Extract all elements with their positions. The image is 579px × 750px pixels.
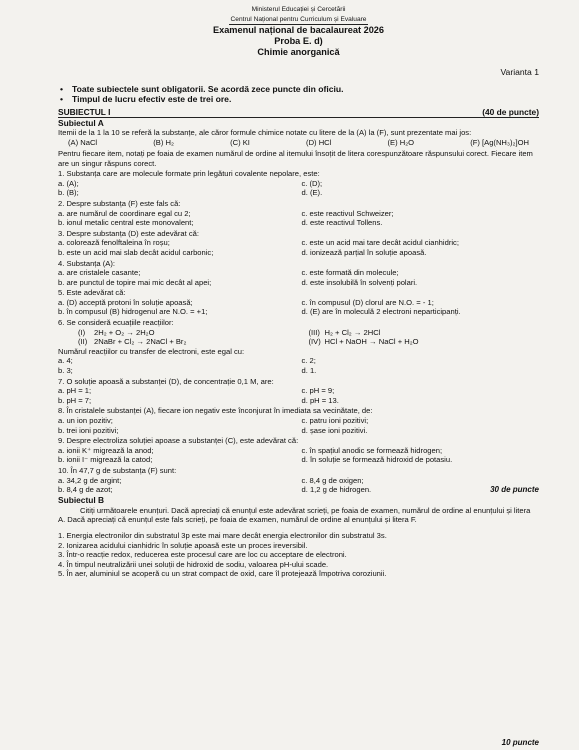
subiect-b-intro: Citiți următoarele enunțuri. Dacă apreciați că enunțul este adevărat scrieți, pe foaia de examen, numărul de ordine al enunțului și litera A. Dacă apreciați că enunțul este fals scrieți, pe foaia de examen, numărul de ordine al enunțului și litera F. xyxy=(58,505,531,525)
option-d: d. pH = 13. xyxy=(301,395,339,405)
exam-title: Examenul național de bacalaureat 2026 xyxy=(212,25,385,35)
option-a: a. colorează fenolftaleina în roșu; xyxy=(58,238,170,248)
center-line: Centrul Național pentru Curriculum și Evaluare xyxy=(230,16,367,23)
option-a: a. are cristalele casante; xyxy=(58,268,141,278)
substance-b: (B) H₂ xyxy=(153,138,174,148)
option-c: c. patru ioni pozitivi; xyxy=(301,416,369,425)
option-c: c. în compusul (D) clorul are N.O. = - 1; xyxy=(301,297,434,307)
option-a: a. are numărul de coordinare egal cu 2; xyxy=(58,208,191,218)
option-a: a. 34,2 g de argint; xyxy=(58,475,122,485)
rule-item: • Timpul de lucru efectiv este de trei ore. xyxy=(72,94,539,105)
option-c: c. (D); xyxy=(301,178,323,188)
option-c: c. este un acid mai tare decât acidul cianhidric; xyxy=(301,238,459,248)
option-a: a. ionii K⁺ migrează la anod; xyxy=(58,445,154,455)
rules-list xyxy=(58,84,539,105)
question-stem: 5. Este adevărat că: xyxy=(58,288,126,298)
option-b: b. este un acid mai slab decât acidul carbonic; xyxy=(58,247,214,257)
reaction-number: (III) xyxy=(308,327,320,337)
statement-item: 2. Ionizarea acidului cianhidric în soluție apoasă este un proces ireversibil. xyxy=(58,540,308,550)
option-b: b. 8,4 g de azot; xyxy=(58,485,113,495)
document-header xyxy=(58,6,539,58)
question-6 xyxy=(58,318,539,376)
option-a: a. (D) acceptă protoni în soluție apoasă; xyxy=(58,297,193,307)
question-stem: 6. Se consideră ecuațiile reacțiilor: xyxy=(58,318,174,328)
option-d: d. 1,2 g de hidrogen. xyxy=(301,485,372,495)
substance-e: (E) H₂O xyxy=(387,138,415,148)
question-ask: Numărul reacțiilor cu transfer de electroni, este egal cu: xyxy=(58,346,245,356)
subiect-a-intro: Itemii de la 1 la 10 se referă la substanțe, ale căror formule chimice notate cu litere de la (A) la (F), sunt prezentate mai jos: xyxy=(58,127,472,137)
option-b: b. în compusul (B) hidrogenul are N.O. = +1; xyxy=(58,307,208,317)
ministry-line: Ministerul Educației și Cercetării xyxy=(251,6,346,13)
question-3 xyxy=(58,229,539,258)
statement-item: 3. Într-o reacție redox, reducerea este procesul care are loc cu acceptare de electroni. xyxy=(58,550,347,560)
reaction-number: (II) xyxy=(78,337,88,347)
question-4 xyxy=(58,259,539,288)
question-10 xyxy=(58,466,539,495)
option-b: b. ionii I⁻ migrează la catod; xyxy=(58,455,153,465)
question-stem: 3. Despre substanța (D) este adevărat că: xyxy=(58,228,199,238)
question-stem: 9. Despre electroliza soluției apoase a substanței (C), este adevărat că: xyxy=(58,436,299,446)
subiect-a-points: 30 de puncte xyxy=(490,485,539,495)
option-b: b. (B); xyxy=(58,188,79,198)
option-a: a. (A); xyxy=(58,178,79,188)
option-b: b. are punctul de topire mai mic decât al apei; xyxy=(58,277,212,287)
option-d: d. (E) are în moleculă 2 electroni neparticipanți. xyxy=(301,307,461,317)
option-b: b. 3; xyxy=(58,366,73,376)
option-d: d. în soluție se formează hidroxid de potasiu. xyxy=(301,455,453,465)
substance-c: (C) KI xyxy=(230,138,250,148)
question-stem: 2. Despre substanța (F) este fals că: xyxy=(58,198,181,208)
reaction-equation: H₂ + Cl₂ → 2HCl xyxy=(324,327,381,337)
option-b: b. trei ioni pozitivi; xyxy=(58,425,119,435)
option-d: d. este reactivul Tollens. xyxy=(301,218,383,228)
question-2 xyxy=(58,199,539,228)
option-c: c. în spațiul anodic se formează hidrogen; xyxy=(301,445,443,455)
option-c: c. pH = 9; xyxy=(301,386,335,396)
rule-item: • Toate subiectele sunt obligatorii. Se acordă zece puncte din oficiu. xyxy=(72,84,539,95)
subiectul-1-points: (40 de puncte) xyxy=(482,106,539,117)
subiect-a-instructions: Pentru fiecare item, notați pe foaia de examen numărul de ordine al itemului însoțit de litera corespunzătoare răspunsului corect. Fiecare item are un singur răspuns corect. xyxy=(58,148,533,168)
statement-item: 4. În timpul neutralizării unei soluții de hidroxid de sodiu, valoarea pH-ului scade. xyxy=(58,559,329,569)
reaction-equation: 2NaBr + Cl₂ → 2NaCl + Br₂ xyxy=(94,337,187,347)
option-b: b. pH = 7; xyxy=(58,395,92,405)
subiect-a-title: Subiectul A xyxy=(58,117,104,128)
question-stem: 1. Substanța care are molecule formate prin legături covalente nepolare, este: xyxy=(58,169,320,179)
reaction-number: (I) xyxy=(78,327,86,337)
option-d: d. este insolubilă în solvenți polari. xyxy=(301,277,418,287)
question-stem: 10. În 47,7 g de substanța (F) sunt: xyxy=(58,465,177,475)
reaction-equations xyxy=(58,328,539,347)
subiect-b-title: Subiectul B xyxy=(58,494,105,505)
option-d: d. 1. xyxy=(301,366,317,376)
reaction-number: (IV) xyxy=(308,337,321,347)
option-b: b. ionul metalic central este monovalent; xyxy=(58,218,194,228)
subiect-b-points: 10 puncte xyxy=(501,738,539,748)
question-stem: 7. O soluție apoasă a substanței (D), de concentrație 0,1 M, are: xyxy=(58,376,274,386)
option-c: c. este formată din molecule; xyxy=(301,268,399,278)
question-stem: 8. În cristalele substanței (A), fiecare ion negativ este înconjurat în imediata sa vecinătate, de: xyxy=(58,406,373,416)
reaction-equation: 2H₂ + O₂ → 2H₂O xyxy=(94,327,155,337)
true-false-list xyxy=(58,531,539,579)
option-c: c. este reactivul Schweizer; xyxy=(301,208,394,218)
subiectul-1-header xyxy=(58,107,539,118)
option-a: a. 4; xyxy=(58,356,73,366)
proba-title: Proba E. d) xyxy=(274,36,323,46)
substance-d: (D) HCl xyxy=(306,138,332,148)
variant-label: Varianta 1 xyxy=(500,67,539,77)
substance-a: (A) NaCl xyxy=(68,138,98,148)
option-d: d. ionizează parțial în soluție apoasă. xyxy=(301,247,427,257)
substances-list xyxy=(58,137,539,149)
subject-title: Chimie anorganică xyxy=(257,47,340,57)
option-a: a. pH = 1; xyxy=(58,386,92,396)
question-1 xyxy=(58,169,539,198)
question-9 xyxy=(58,436,539,465)
question-5 xyxy=(58,288,539,317)
question-stem: 4. Substanța (A): xyxy=(58,258,115,268)
question-8 xyxy=(58,406,539,435)
statement-item: 5. În aer, aluminiul se acoperă cu un strat compact de oxid, care îl protejează împotriva coroziunii. xyxy=(58,569,387,579)
option-a: a. un ion pozitiv; xyxy=(58,416,113,425)
option-c: c. 8,4 g de oxigen; xyxy=(301,475,364,485)
question-7 xyxy=(58,377,539,406)
reaction-equation: HCl + NaOH → NaCl + H₂O xyxy=(324,337,419,347)
option-c: c. 2; xyxy=(301,356,316,366)
statement-item: 1. Energia electronilor din substratul 3p este mai mare decât energia electronilor din substratul 3s. xyxy=(58,530,387,540)
option-d: d. șase ioni pozitivi. xyxy=(301,425,368,435)
subiectul-1-title: SUBIECTUL I xyxy=(58,106,111,117)
substance-f: (F) [Ag(NH₃)₂]OH xyxy=(470,138,529,148)
option-d: d. (E). xyxy=(301,188,323,198)
